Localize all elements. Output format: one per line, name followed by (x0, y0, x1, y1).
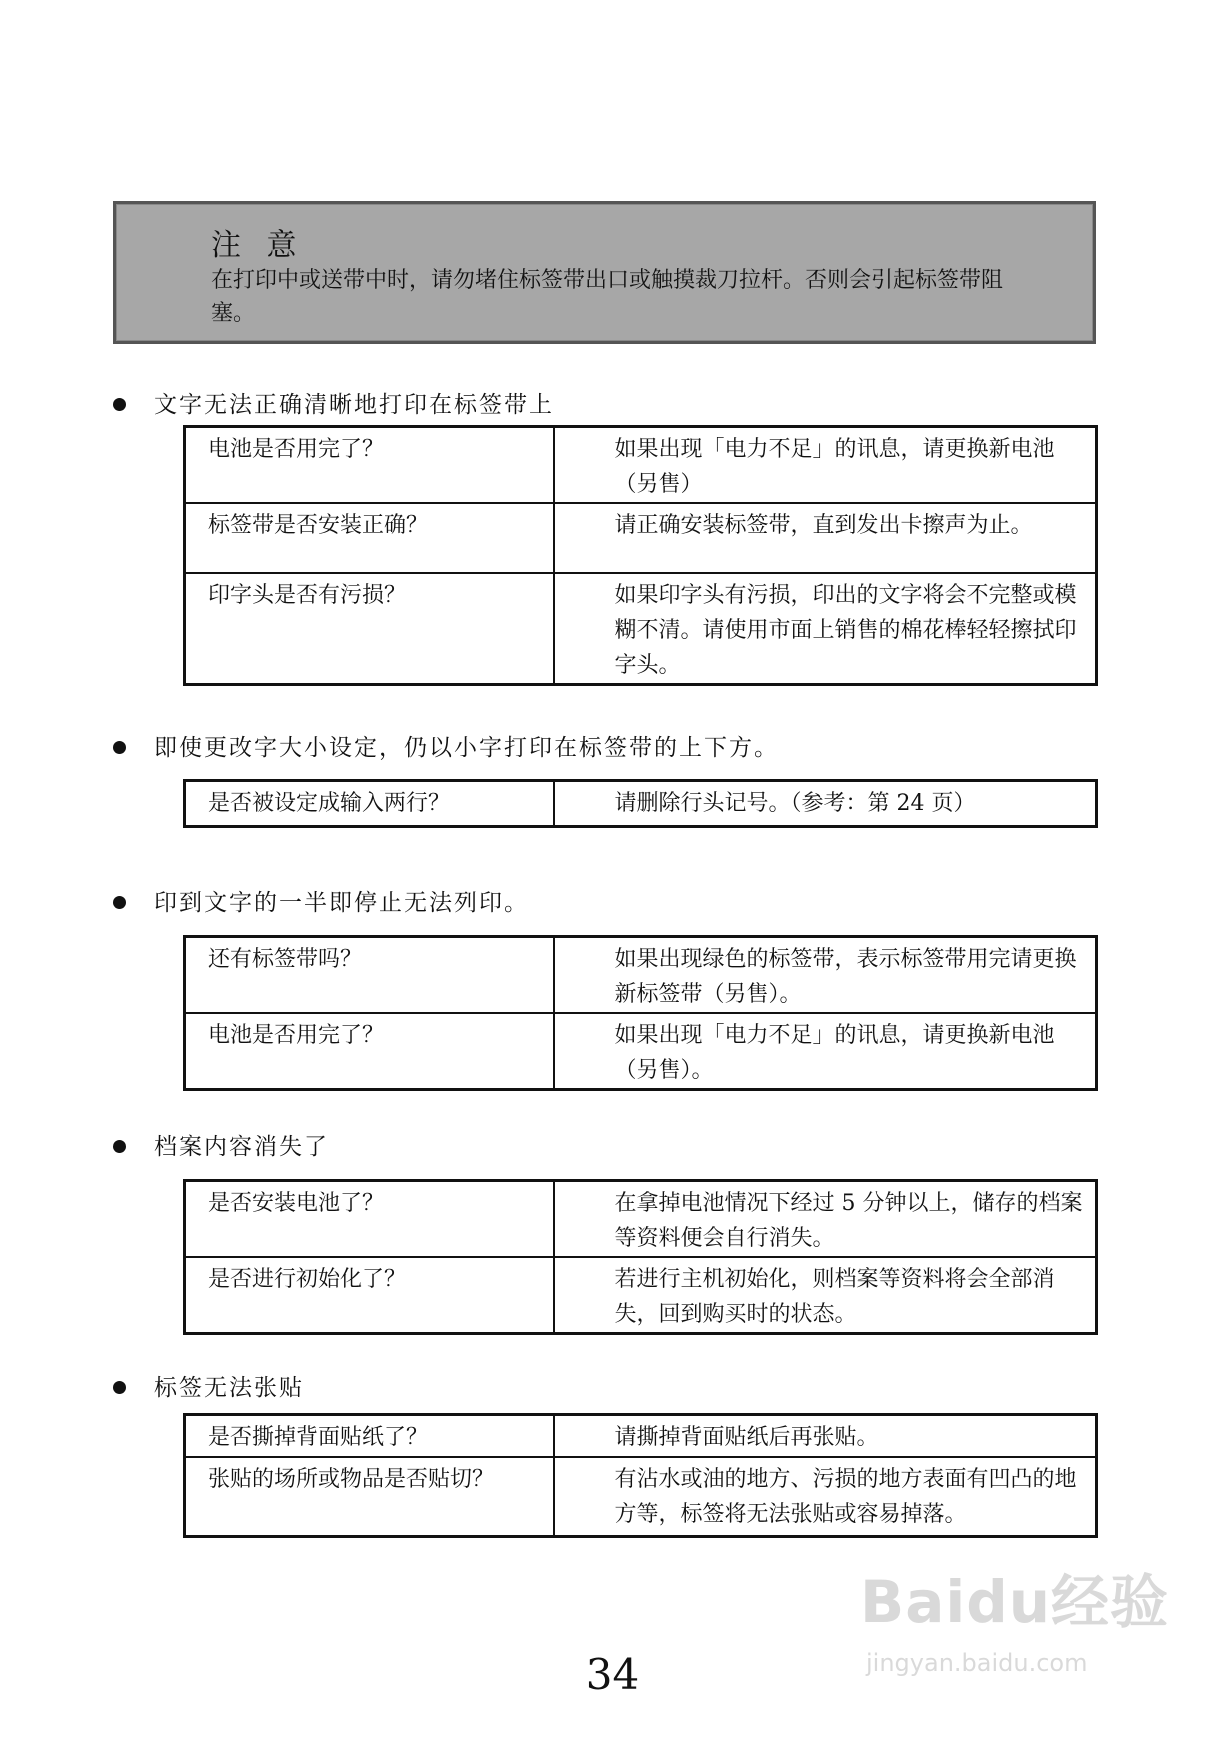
answer-cell: 在拿掉电池情况下经过 5 分钟以上，储存的档案等资料便会自行消失。 (554, 1181, 1097, 1258)
caution-text: 在打印中或送带中时，请勿堵住标签带出口或触摸裁刀拉杆。否则会引起标签带阻塞。 (211, 268, 1004, 326)
watermark (860, 1555, 1180, 1715)
bullet-icon (113, 1381, 126, 1394)
answer-cell: 如果出现绿色的标签带，表示标签带用完请更换新标签带（另售）。 (554, 937, 1097, 1014)
bullet-icon (113, 896, 126, 909)
table-row (185, 573, 1097, 685)
table-row (185, 781, 1097, 827)
question-cell: 张贴的场所或物品是否贴切？ (185, 1457, 554, 1537)
question-cell: 电池是否用完了？ (185, 1013, 554, 1090)
troubleshoot-table (183, 935, 1098, 1091)
table-row (185, 1257, 1097, 1334)
question-cell: 是否撕掉背面贴纸了？ (185, 1415, 554, 1457)
section-heading: 档案内容消失了 (113, 1128, 329, 1161)
bullet-icon (113, 741, 126, 754)
answer-cell: 请撕掉背面贴纸后再张贴。 (554, 1415, 1097, 1457)
question-cell: 标签带是否安装正确？ (185, 503, 554, 573)
question-cell: 还有标签带吗？ (185, 937, 554, 1014)
section-heading: 文字无法正确清晰地打印在标签带上 (113, 386, 554, 419)
section-heading: 印到文字的一半即停止无法列印。 (113, 884, 529, 917)
table-row (185, 1181, 1097, 1258)
watermark-logo: Baidu经验 (860, 1568, 1170, 1636)
bullet-icon (113, 1140, 126, 1153)
answer-cell: 若进行主机初始化，则档案等资料将会全部消失，回到购买时的状态。 (554, 1257, 1097, 1334)
table-row (185, 937, 1097, 1014)
question-cell: 是否安装电池了？ (185, 1181, 554, 1258)
troubleshoot-table (183, 779, 1098, 828)
answer-cell: 如果出现「电力不足」的讯息，请更换新电池（另售）。 (554, 1013, 1097, 1090)
question-cell: 印字头是否有污损？ (185, 573, 554, 685)
answer-cell: 如果出现「电力不足」的讯息，请更换新电池（另售） (554, 427, 1097, 504)
troubleshoot-table (183, 1413, 1098, 1538)
caution-box (113, 201, 1096, 344)
table-row (185, 427, 1097, 504)
bullet-icon (113, 398, 126, 411)
section-heading: 标签无法张贴 (113, 1369, 304, 1402)
table-row (185, 1457, 1097, 1537)
question-cell: 电池是否用完了？ (185, 427, 554, 504)
section-heading: 即使更改字大小设定，仍以小字打印在标签带的上下方。 (113, 729, 779, 762)
table-row (185, 1415, 1097, 1457)
page-number: 34 (585, 1650, 640, 1699)
watermark-url: jingyan.baidu.com (866, 1649, 1088, 1677)
answer-cell: 请删除行头记号。（参考：第 24 页） (554, 781, 1097, 827)
question-cell: 是否被设定成输入两行？ (185, 781, 554, 827)
caution-title: 注 意 (211, 228, 305, 263)
table-row (185, 1013, 1097, 1090)
question-cell: 是否进行初始化了？ (185, 1257, 554, 1334)
troubleshoot-table (183, 425, 1098, 686)
table-row (185, 503, 1097, 573)
answer-cell: 有沾水或油的地方、污损的地方表面有凹凸的地方等，标签将无法张贴或容易掉落。 (554, 1457, 1097, 1537)
answer-cell: 请正确安装标签带，直到发出卡擦声为止。 (554, 503, 1097, 573)
troubleshoot-table (183, 1179, 1098, 1335)
answer-cell: 如果印字头有污损，印出的文字将会不完整或模糊不清。请使用市面上销售的棉花棒轻轻擦拭印字头。 (554, 573, 1097, 685)
